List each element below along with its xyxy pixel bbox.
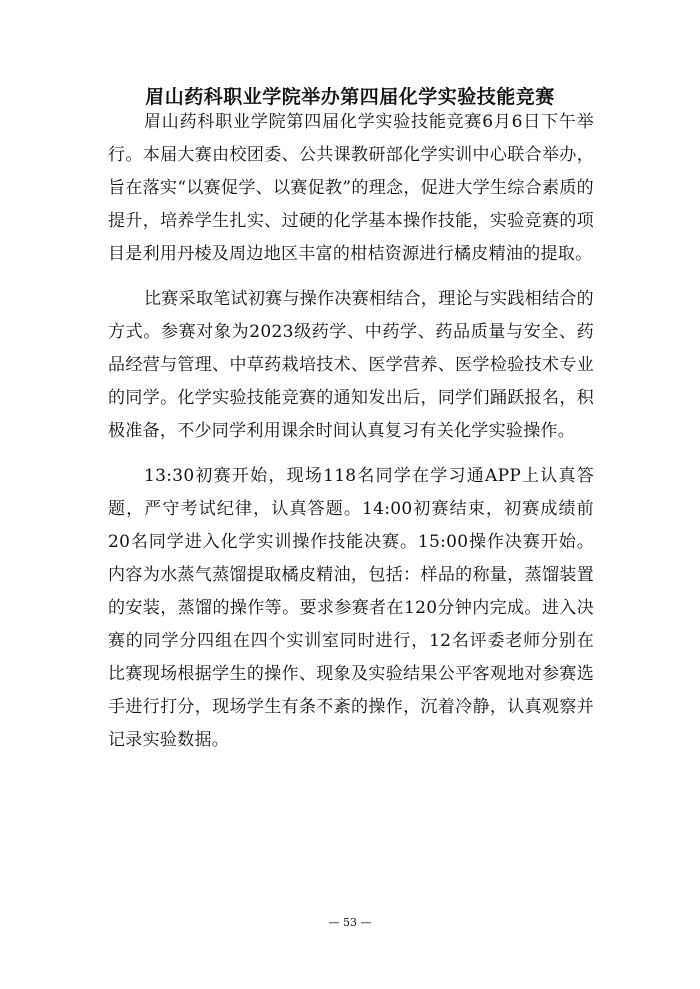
paragraph-1: 眉山药科职业学院第四届化学实验技能竞赛6月6日下午举行。本届大赛由校团委、公共课教研部化学实训中心联合举办，旨在落实“以赛促学、以赛促教”的理念，促进大学生综合素质的提升，培养学生扎实、过硬的化学基本操作技能，实验竞赛的项目是利用丹棱及周边地区丰富的柑桔资源进行橘皮精油的提取。 xyxy=(108,112,594,264)
page-title: 眉山药科职业学院举办第四届化学实验技能竞赛 xyxy=(145,85,555,108)
paragraph-2: 比赛采取笔试初赛与操作决赛相结合，理论与实践相结合的方式。参赛对象为2023级药学、中药学、药品质量与安全、药品经营与管理、中草药栽培技术、医学营养、医学检验技术专业的同学。化学实验技能竞赛的通知发出后，同学们踊跃报名，积极准备，不少同学利用课余时间认真复习有关化学实验操作。 xyxy=(108,289,594,441)
article-body xyxy=(108,106,594,769)
paragraph-3: 13:30初赛开始，现场118名同学在学习通APP上认真答题，严守考试纪律，认真答题。14:00初赛结束，初赛成绩前20名同学进入化学实训操作技能决赛。15:00操作决赛开始。内容为水蒸气蒸馏提取橘皮精油，包括：样品的称量，蒸馏装置的安装，蒸馏的操作等。要求参赛者在120分钟内完成。进入决赛的同学分四组在四个实训室同时进行，12名评委老师分别在比赛现场根据学生的操作、现象及实验结果公平客观地对参赛选手进行打分，现场学生有条不紊的操作，沉着冷静，认真观察并记录实验数据。 xyxy=(108,466,594,750)
page-number: — 53 — xyxy=(328,916,372,929)
